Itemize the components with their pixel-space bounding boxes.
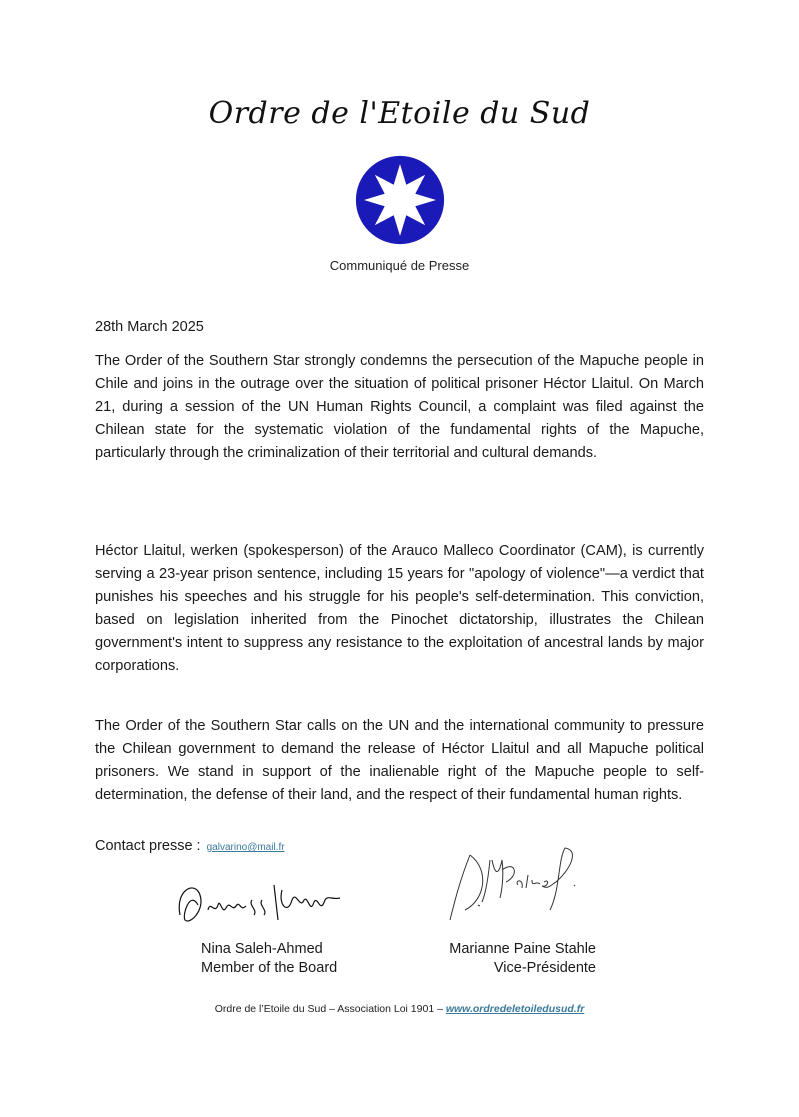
signer-role: Member of the Board — [201, 960, 338, 976]
paragraph: The Order of the Southern Star calls on the UN and the international community to pressure the Chilean government to demand the release of Héctor Llaitul and all Mapuche political prisoners. We stand in support of the inalienable right of the Mapuche people to self-determination, the defense of their land, and the respect of their fundamental human rights. — [95, 718, 704, 803]
paragraph: The Order of the Southern Star strongly condemns the persecution of the Mapuche people in Chile and joins in the outrage over the situation of political prisoner Héctor Llaitul. On March 21, during a session of the UN Human Rights Council, a complaint was filed against the Chilean state for the systematic violation of the fundamental rights of the Mapuche, particularly through the criminalization of their territorial and cultural demands. — [95, 353, 704, 461]
footer-text: Ordre de l’Etoile du Sud – Association Loi 1901 – — [214, 1003, 446, 1015]
star-logo-icon — [355, 155, 445, 245]
contact-email-link[interactable]: galvarino@mail.fr — [206, 842, 285, 853]
signer-role: Vice-Présidente — [493, 960, 596, 976]
press-release-subtitle: Communiqué de Presse — [329, 258, 470, 273]
press-contact — [95, 838, 285, 854]
release-date: 28th March 2025 — [95, 319, 204, 335]
contact-label: Contact presse : — [95, 838, 201, 854]
paragraph: Héctor Llaitul, werken (spokesperson) of the Arauco Malleco Coordinator (CAM), is currently serving a 23-year prison sentence, including 15 years for "apology of violence"—a verdict that punishes his speeches and his struggle for his people's self-determination. This conviction, based on legislation inherited from the Pinochet dictatorship, illustrates the Chilean government's intent to suppress any resistance to the exploitation of ancestral lands by major corporations. — [95, 543, 704, 674]
signer-name: Marianne Paine Stahle — [449, 941, 596, 957]
signature-nina-saleh-ahmed — [170, 870, 350, 935]
signer-name: Nina Saleh-Ahmed — [201, 941, 323, 957]
footer — [0, 1003, 799, 1015]
signature-marianne-paine-stahle — [440, 840, 610, 930]
signer-block — [201, 940, 337, 978]
organization-title: Ordre de l'Etoile du Sud — [208, 96, 591, 131]
website-link[interactable]: www.ordredeletoiledusud.fr — [445, 1003, 585, 1015]
signer-block — [442, 940, 596, 978]
